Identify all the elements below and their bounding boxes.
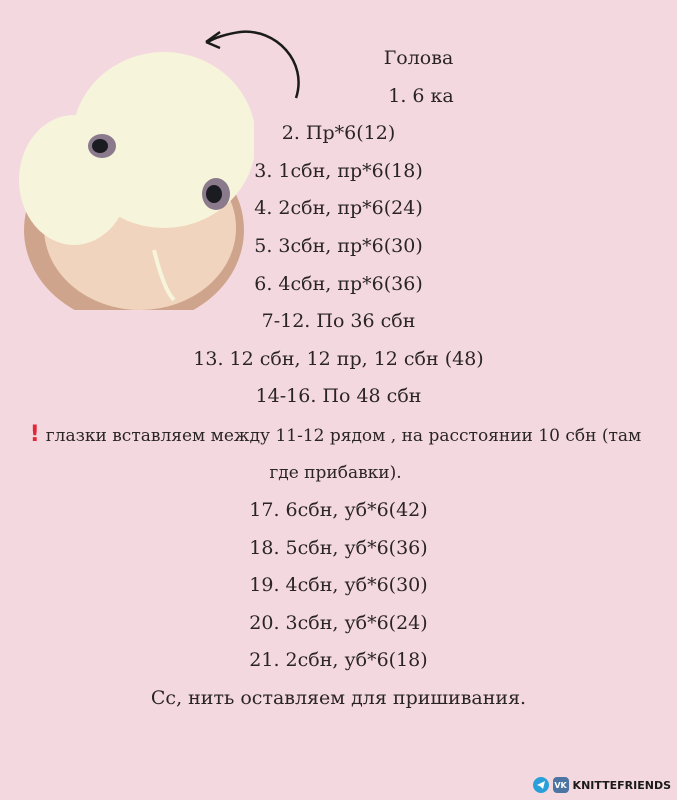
pattern-row: 14-16. По 48 сбн (255, 385, 422, 408)
telegram-icon (533, 777, 549, 793)
pattern-row: 2. Пр*6(12) (281, 122, 396, 145)
pattern-row: 18. 5сбн, уб*6(36) (249, 536, 428, 559)
eye-placement-note (0, 416, 677, 492)
vk-icon: VK (553, 777, 569, 793)
pattern-row: 6. 4сбн, пр*6(36) (254, 272, 423, 295)
brand-name: KNITTEFRIENDS (572, 778, 671, 792)
pattern-row: 17. 6сбн, уб*6(42) (249, 498, 428, 521)
pattern-row: 21. 2сбн, уб*6(18) (249, 649, 428, 672)
note-text: глазки вставляем между 11-12 рядом , на расстоянии 10 сбн (там где прибавки). (45, 425, 642, 483)
pattern-row: 4. 2сбн, пр*6(24) (254, 197, 423, 220)
pattern-text (0, 40, 677, 718)
exclamation-icon: ! (29, 421, 40, 447)
section-title: Голова (383, 47, 454, 69)
pattern-row: 1. 6 ка (388, 84, 454, 107)
pattern-row: 5. 3сбн, пр*6(30) (254, 234, 423, 257)
pattern-row: 3. 1сбн, пр*6(18) (254, 159, 423, 182)
closing-instruction: Сс, нить оставляем для пришивания. (150, 686, 527, 709)
pattern-row: 7-12. По 36 сбн (261, 310, 416, 333)
pattern-row: 13. 12 сбн, 12 пр, 12 сбн (48) (193, 347, 484, 370)
pattern-row: 20. 3сбн, уб*6(24) (249, 611, 428, 634)
brand-footer (533, 776, 671, 794)
pattern-row: 19. 4сбн, уб*6(30) (249, 574, 428, 597)
